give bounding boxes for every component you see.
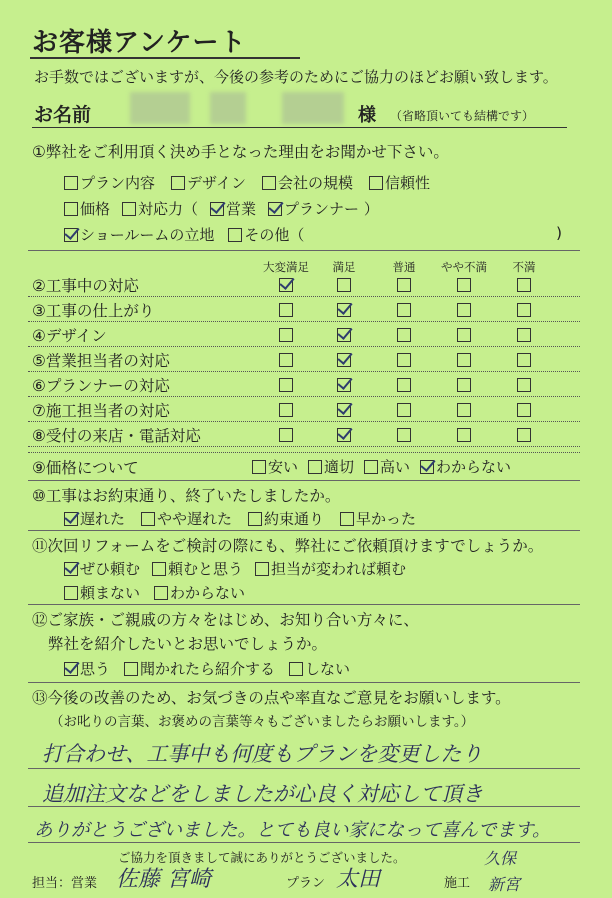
q1-question: ①弊社をご利用頂く決め手となった理由をお聞かせ下さい。 — [32, 143, 449, 161]
q10-option[interactable]: 約束通り — [248, 508, 324, 529]
checkbox[interactable] — [308, 460, 322, 474]
rating-row — [28, 372, 580, 396]
q9-options — [252, 456, 511, 477]
q9-option[interactable]: 高い — [364, 456, 410, 477]
rating-checkbox[interactable] — [457, 278, 471, 292]
honorific-note: （省略頂いても結構です） — [390, 109, 535, 123]
comment-line — [28, 842, 580, 843]
staff-sales-label: 担当：営業 — [32, 876, 98, 891]
rating-checkbox-checked[interactable] — [337, 378, 351, 392]
checkbox[interactable] — [262, 176, 276, 190]
grid-header: 満足 — [332, 260, 356, 274]
checkbox[interactable] — [171, 176, 185, 190]
checkbox[interactable] — [124, 662, 138, 676]
rating-checkbox[interactable] — [397, 303, 411, 317]
rating-row — [28, 397, 580, 421]
comment-line-1: 打合わせ、工事中も何度もプランを変更したり — [42, 742, 483, 766]
rating-checkbox[interactable] — [397, 428, 411, 442]
q1-option[interactable]: プラン内容 — [64, 172, 155, 193]
rating-checkbox-checked[interactable] — [337, 428, 351, 442]
section-divider — [28, 604, 580, 605]
rating-checkbox[interactable] — [279, 303, 293, 317]
q1-option-checked[interactable]: 営業 — [210, 198, 256, 219]
staff-plan-label: プラン — [286, 876, 326, 891]
rating-checkbox-checked[interactable] — [279, 278, 293, 292]
rating-checkbox[interactable] — [279, 328, 293, 342]
rating-checkbox[interactable] — [517, 428, 531, 442]
checkbox[interactable] — [248, 512, 262, 526]
grid-header: 普通 — [392, 260, 416, 274]
q12-question: ⑫ご家族・ご親戚の方々をはじめ、お知り合い方々に、 — [32, 611, 419, 629]
q11-options-line2 — [64, 582, 245, 603]
redacted-name-2 — [210, 92, 246, 124]
honorific-sama: 様 — [358, 105, 376, 126]
q1-option[interactable]: 信頼性 — [369, 172, 430, 193]
section-divider — [28, 452, 580, 453]
q9-question: ⑨価格について — [32, 459, 139, 477]
rating-row-label: ⑧受付の来店・電話対応 — [32, 427, 201, 445]
checkbox[interactable] — [154, 586, 168, 600]
thanks-text: ご協力を頂きまして誠にありがとうございました。 — [118, 850, 406, 865]
rating-row-label: ④デザイン — [32, 327, 107, 345]
q1-option[interactable]: 価格 — [64, 198, 110, 219]
q10-options — [64, 508, 416, 529]
redacted-name-3 — [282, 92, 344, 124]
q1-other-close: ) — [556, 224, 563, 242]
q13-question-note: （お叱りの言葉、お褒めの言葉等々もございましたらお願いします。） — [50, 714, 475, 730]
checkbox[interactable] — [364, 460, 378, 474]
checkbox[interactable] — [64, 202, 78, 216]
checkbox[interactable] — [152, 562, 166, 576]
q1-options-line3 — [64, 224, 304, 245]
checkbox[interactable] — [340, 512, 354, 526]
rating-checkbox[interactable] — [517, 353, 531, 367]
q11-option-checked[interactable]: ぜひ頼む — [64, 558, 140, 579]
checkbox-checked[interactable] — [64, 512, 78, 526]
rating-checkbox[interactable] — [457, 378, 471, 392]
rating-checkbox-checked[interactable] — [337, 303, 351, 317]
q11-option[interactable]: 担当が変われば頼む — [255, 558, 406, 579]
row-divider — [28, 446, 580, 447]
rating-row-label: ③工事の仕上がり — [32, 302, 155, 320]
rating-checkbox[interactable] — [517, 278, 531, 292]
name-label: お名前 — [34, 104, 92, 126]
checkbox[interactable] — [122, 202, 136, 216]
intro-text: お手数ではございますが、今後の参考のためにご協力のほどお願い致します。 — [34, 68, 558, 86]
section-divider — [28, 250, 580, 251]
rating-row-label: ②工事中の対応 — [32, 277, 139, 295]
section-divider — [28, 682, 580, 683]
checkbox[interactable] — [228, 228, 242, 242]
checkbox-checked[interactable] — [268, 202, 282, 216]
rating-row-label: ⑤営業担当者の対応 — [32, 352, 170, 370]
q11-option[interactable]: わからない — [154, 582, 245, 603]
rating-row-label: ⑦施工担当者の対応 — [32, 402, 170, 420]
staff-sales-names: 佐藤 宮崎 — [116, 867, 211, 892]
checkbox[interactable] — [141, 512, 155, 526]
rating-checkbox[interactable] — [457, 328, 471, 342]
rating-checkbox-checked[interactable] — [337, 403, 351, 417]
checkbox[interactable] — [252, 460, 266, 474]
comment-line-2: 追加注文などをしましたが心良く対応して頂き — [42, 782, 483, 806]
redacted-name-1 — [130, 92, 190, 124]
q9-option[interactable]: 安い — [252, 456, 298, 477]
checkbox-checked[interactable] — [64, 662, 78, 676]
rating-checkbox[interactable] — [397, 353, 411, 367]
section-divider — [28, 530, 580, 531]
rating-row — [28, 297, 580, 321]
q12-options — [64, 658, 350, 679]
checkbox[interactable] — [289, 662, 303, 676]
q1-options-line1 — [64, 172, 430, 193]
rating-row — [28, 422, 580, 446]
grid-header: やや不満 — [441, 260, 487, 274]
staff-construction-label: 施工 — [444, 876, 471, 891]
rating-checkbox[interactable] — [457, 353, 471, 367]
grid-header: 不満 — [512, 260, 536, 274]
q10-option[interactable]: 早かった — [340, 508, 416, 529]
rating-checkbox-checked[interactable] — [337, 353, 351, 367]
rating-checkbox[interactable] — [517, 403, 531, 417]
rating-checkbox[interactable] — [397, 403, 411, 417]
q11-question: ⑪次回リフォームをご検討の際にも、弊社にご依頼頂けますでしょうか。 — [32, 537, 544, 555]
q1-option[interactable]: 会社の規模 — [262, 172, 353, 193]
rating-row — [28, 272, 580, 296]
comment-line-3: ありがとうございました。とても良い家になって喜んでます。 — [34, 820, 551, 841]
q13-question: ⑬今後の改善のため、お気づきの点や率直なご意見をお願いします。 — [32, 689, 511, 707]
q1-option[interactable]: その他（ — [228, 224, 304, 245]
rating-checkbox[interactable] — [517, 378, 531, 392]
rating-row — [28, 347, 580, 371]
section-divider — [28, 480, 580, 481]
rating-checkbox[interactable] — [457, 428, 471, 442]
rating-checkbox-checked[interactable] — [337, 328, 351, 342]
rating-checkbox[interactable] — [457, 403, 471, 417]
q12-option[interactable]: 聞かれたら紹介する — [124, 658, 275, 679]
q11-option[interactable]: 頼まない — [64, 582, 140, 603]
q1-option-checked[interactable]: ショールームの立地 — [64, 224, 214, 245]
page-title: お客様アンケート — [32, 28, 247, 58]
q1-option[interactable]: 対応力（ — [122, 198, 198, 219]
title-underline — [30, 57, 300, 59]
q9-option-checked[interactable]: わからない — [420, 456, 511, 477]
rating-checkbox[interactable] — [279, 353, 293, 367]
rating-checkbox[interactable] — [279, 378, 293, 392]
q9-option[interactable]: 適切 — [308, 456, 354, 477]
staff-construction-name-1: 久保 — [484, 849, 517, 868]
rating-checkbox[interactable] — [517, 303, 531, 317]
checkbox[interactable] — [64, 176, 78, 190]
q11-option[interactable]: 頼むと思う — [152, 558, 243, 579]
staff-plan-name: 太田 — [336, 867, 381, 892]
q12-option[interactable]: しない — [289, 658, 350, 679]
grid-header: 大変満足 — [263, 260, 309, 274]
checkbox-checked[interactable] — [64, 228, 78, 242]
rating-checkbox[interactable] — [397, 378, 411, 392]
staff-construction-name-2: 新宮 — [488, 875, 521, 894]
q11-options-line1 — [64, 558, 406, 579]
rating-row-label: ⑥プランナーの対応 — [32, 377, 170, 395]
q1-option[interactable]: デザイン — [171, 172, 246, 193]
checkbox[interactable] — [255, 562, 269, 576]
rating-checkbox[interactable] — [397, 328, 411, 342]
q1-option-checked[interactable]: プランナー ） — [268, 198, 379, 219]
q10-option[interactable]: やや遅れた — [141, 508, 232, 529]
q12-question-line2: 弊社を紹介したいとお思いでしょうか。 — [48, 635, 328, 653]
rating-row — [28, 322, 580, 346]
checkbox-checked[interactable] — [210, 202, 224, 216]
rating-checkbox[interactable] — [397, 278, 411, 292]
rating-checkbox[interactable] — [279, 403, 293, 417]
q12-option-checked[interactable]: 思う — [64, 658, 110, 679]
rating-checkbox[interactable] — [517, 328, 531, 342]
comment-line — [28, 768, 580, 769]
q1-options-line2 — [64, 198, 379, 219]
checkbox-checked[interactable] — [420, 460, 434, 474]
checkbox-checked[interactable] — [64, 562, 78, 576]
q10-option-checked[interactable]: 遅れた — [64, 508, 125, 529]
q10-question: ⑩工事はお約束通り、終了いたしましたか。 — [32, 487, 341, 505]
rating-checkbox[interactable] — [279, 428, 293, 442]
rating-checkbox[interactable] — [337, 278, 351, 292]
name-underline — [32, 127, 567, 128]
checkbox[interactable] — [64, 586, 78, 600]
checkbox[interactable] — [369, 176, 383, 190]
rating-checkbox[interactable] — [457, 303, 471, 317]
